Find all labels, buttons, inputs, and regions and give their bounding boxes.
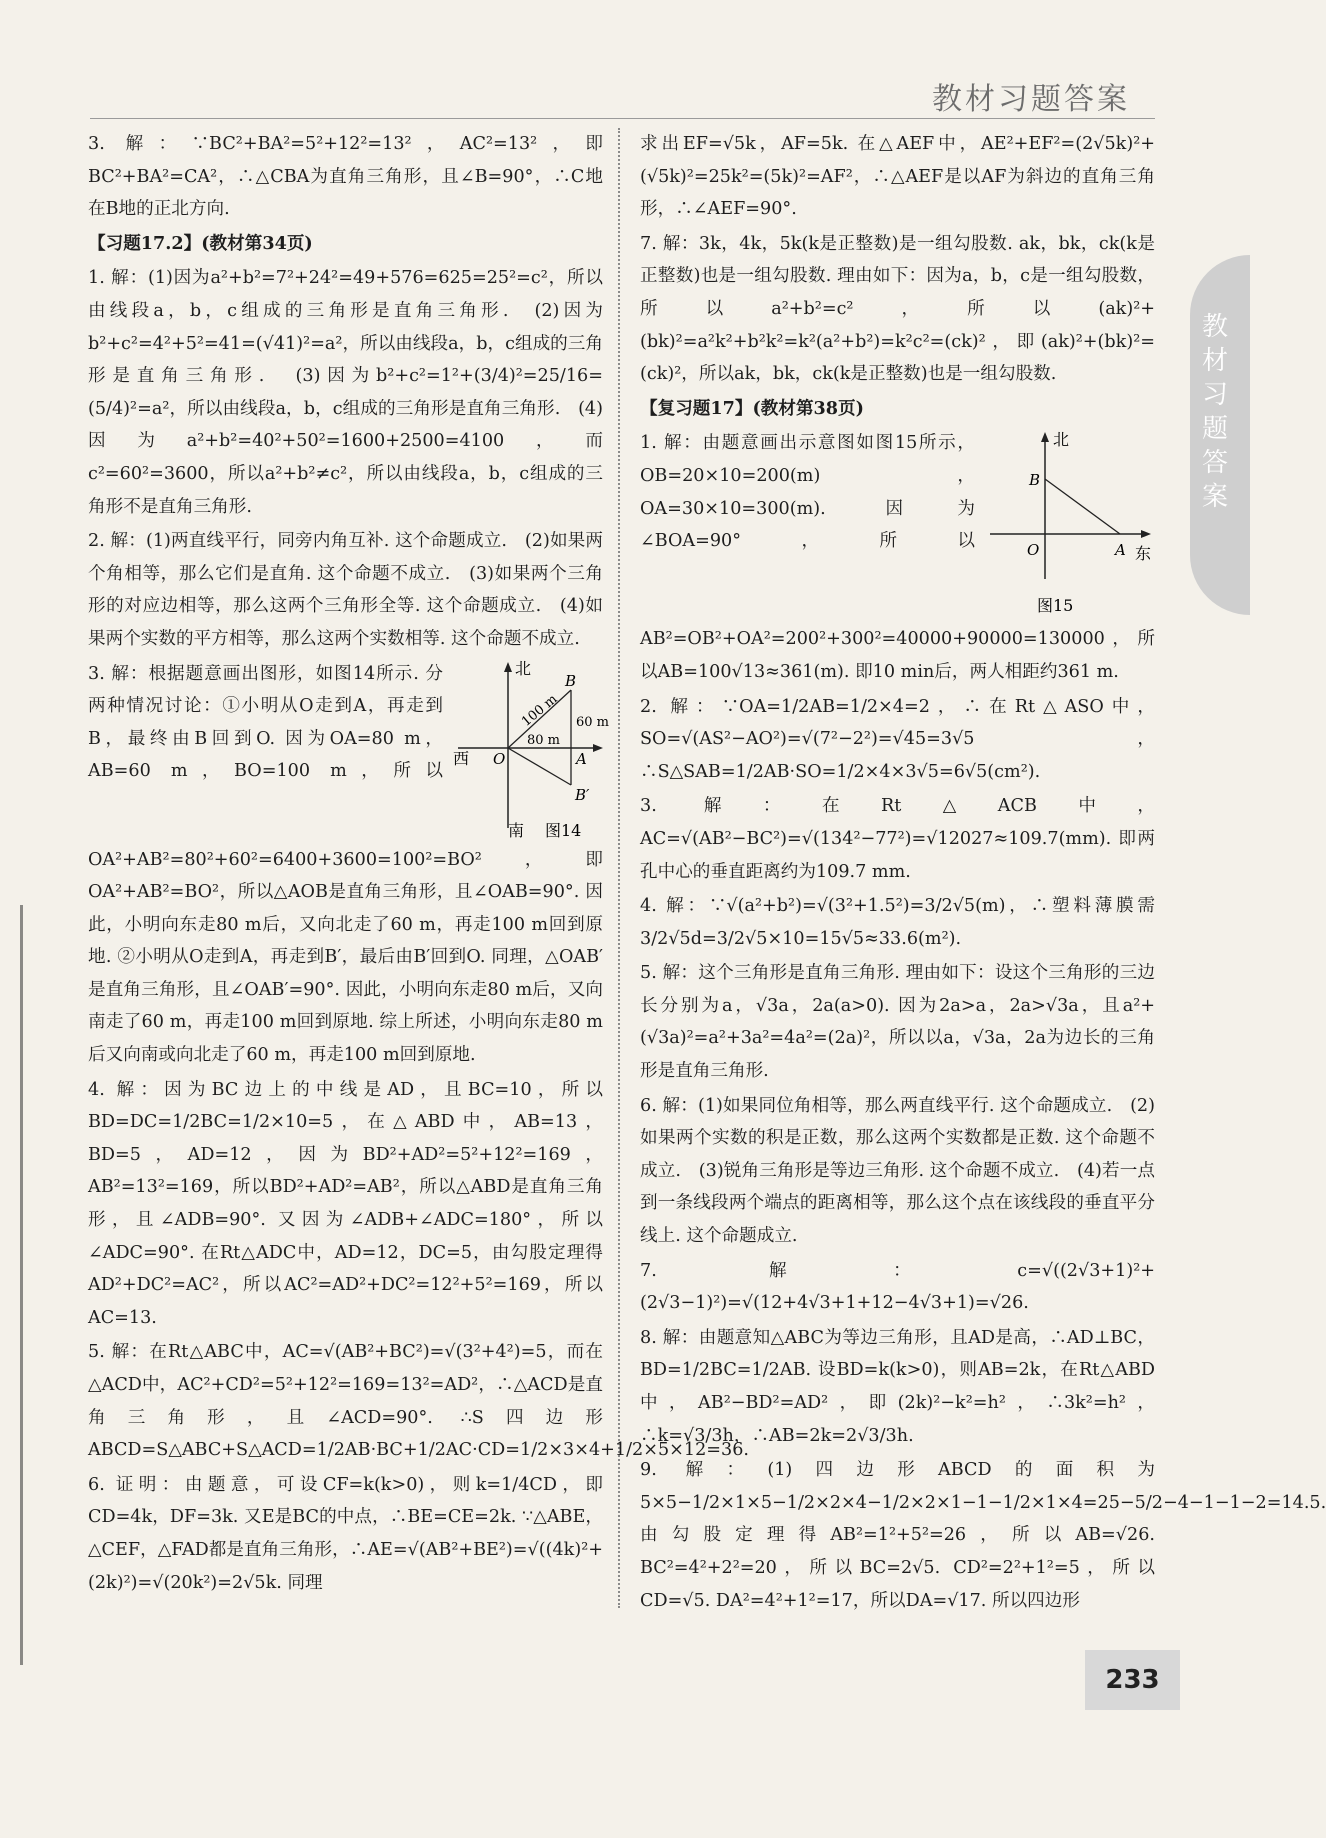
answer-text: 【习题17.2】(教材第34页) [88, 232, 313, 254]
answer-text: 4. 解：∵√(a²+b²)=√(3²+1.5²)=3/2√5(m)，∴塑料薄膜需3/2√5d=3/2√5×10=15√5≈33.6(m²). [640, 896, 1155, 949]
fig14-south: 南 [508, 820, 525, 840]
answer-paragraph [640, 790, 1155, 888]
answer-text: 5. 解：在Rt△ABC中，AC=√(AB²+BC²)=√(3²+4²)=5，而在△ACD中，AC²+CD²=5²+12²=169=13²=AD²，∴△ACD是直角三角形，且∠ACD=90°. ∴S四边形ABCD=S△ABC+S△ACD=1/2AB·BC+1/2AC·CD=1/2×3×4+1/2×5×12=36. [88, 1342, 750, 1461]
fig14-oa-label: 80 m [527, 732, 561, 748]
answer-paragraph [640, 1090, 1155, 1253]
section-heading [640, 393, 1155, 426]
answer-text: 1. 解：由题意画出示意图如图15所示，OB=20×10=200(m)，OA=30×10=300(m). 因为∠BOA=90°，所以AB²=OB²+OA²=200²+300²=40000+90000=130000，所以AB=100√13≈361(m). 即10 min后，两人相距约361 m. [640, 433, 1155, 682]
column-divider [618, 128, 620, 1608]
fig14-a: A [576, 749, 587, 768]
header-rule [90, 118, 1155, 119]
section-heading [88, 228, 603, 261]
answer-paragraph [640, 427, 1155, 688]
answer-text: 3. 解：根据题意画出图形，如图14所示. 分两种情况讨论：①小明从O走到A，再走到B，最终由B回到O. 因为OA=80 m，AB=60 m，BO=100 m，所以OA²+AB²=80²+60²=6400+3600=100²=BO²，即OA²+AB²=BO²，所以△AOB是直角三角形，且∠OAB=90°. 因此，小明向东走80 m后，又向北走了60 m，再走100 m回到原地. ②小明从O走到A，再走到B′，最后由B′回到O. 同理，△OAB′是直角三角形，且∠OAB′=90°. 因此，小明向东走80 m后，又向南走了60 m，再走100 m回到原地. 综上所述，小明向东走80 m后又向南或向北走了60 m，再走100 m回到原地. [88, 663, 603, 1066]
answer-text: 7. 解：3k，4k，5k(k是正整数)是一组勾股数. ak，bk，ck(k是正整数)也是一组勾股数. 理由如下：因为a，b，c是一组勾股数，所以a²+b²=c²，所以(ak)²+(bk)²=a²k²+b²k²=k²(a²+b²)=k²c²=(ck)²，即(ak)²+(bk)²=(ck)²，所以ak，bk，ck(k是正整数)也是一组勾股数. [640, 233, 1155, 385]
fig14-o: O [493, 749, 506, 768]
answer-text: 【复习题17】(教材第38页) [640, 397, 864, 419]
fig14-ob-label: 100 m [519, 691, 561, 730]
answer-paragraph [640, 1255, 1155, 1320]
page-header-title: 教材习题答案 [932, 82, 1130, 117]
answer-text: 3. 解：在Rt△ACB中，AC=√(AB²−BC²)=√(134²−77²)=√12027≈109.7(mm). 即两孔中心的垂直距离约为109.7 mm. [640, 796, 1155, 882]
answer-paragraph [640, 128, 1155, 226]
scan-edge-mark [20, 905, 23, 1665]
side-tab-label: 教材习题答案 [1202, 312, 1229, 512]
answer-paragraph [88, 1469, 603, 1599]
answer-text: 3. 解：∵BC²+BA²=5²+12²=13²，AC²=13²，即BC²+BA²=CA²，∴△CBA为直角三角形，且∠B=90°，∴C地在B地的正北方向. [88, 134, 603, 220]
answer-paragraph [640, 1454, 1326, 1617]
answer-paragraph [640, 890, 1155, 955]
answer-paragraph [88, 128, 603, 226]
answer-paragraph [640, 957, 1155, 1087]
side-tab [1190, 255, 1250, 615]
left-column [88, 128, 750, 1601]
fig14-ab-label: 60 m [576, 714, 610, 730]
fig14-caption: 图14 [545, 820, 582, 840]
fig14-west: 西 [453, 748, 470, 768]
figure-14 [453, 658, 610, 840]
answer-paragraph [640, 228, 1155, 391]
answer-text: 9. 解：(1)四边形ABCD的面积为5×5−1/2×1×5−1/2×2×4−1/2×2×1−1−1/2×1×4=25−5/2−4−1−1−2=14.5. 由勾股定理得AB²=1²+5²=26，所以AB=√26. BC²=4²+2²=20，所以BC=2√5. CD²=2²+1²=5，所以CD=√5. DA²=4²+1²=17，所以DA=√17. 所以四边形 [640, 1460, 1326, 1611]
fig15-north: 北 [1053, 430, 1070, 450]
answer-paragraph [640, 1322, 1155, 1452]
answer-text: 2. 解：(1)两直线平行，同旁内角互补. 这个命题成立. (2)如果两个角相等，那么它们是直角. 这个命题不成立. (3)如果两个三角形的对应边相等，那么这两个三角形全等. 这个命题成立. (4)如果两个实数的平方相等，那么这两个实数相等. 这个命题不成立. [88, 531, 603, 649]
answer-text: 5. 解：这个三角形是直角三角形. 理由如下：设这个三角形的三边长分别为a，√3a，2a(a>0). 因为2a>a，2a>√3a，且a²+(√3a)²=a²+3a²=4a²=(2a)²，所以以a，√3a，2a为边长的三角形是直角三角形. [640, 963, 1155, 1082]
answer-text: 8. 解：由题意知△ABC为等边三角形，且AD是高，∴AD⊥BC，BD=1/2BC=1/2AB. 设BD=k(k>0)，则AB=2k，在Rt△ABD中，AB²−BD²=AD²，即(2k)²−k²=h²，∴3k²=h²，∴k=√3/3h，∴AB=2k=2√3/3h. [640, 1327, 1155, 1446]
answer-text: 1. 解：(1)因为a²+b²=7²+24²=49+576=625=25²=c²，所以由线段a，b，c组成的三角形是直角三角形. (2)因为b²+c²=4²+5²=41=(√41)²=a²，所以由线段a，b，c组成的三角形是直角三角形. (3)因为b²+c²=1²+(3/4)²=25/16=(5/4)²=a²，所以由线段a，b，c组成的三角形是直角三角形. (4)因为a²+b²=40²+50²=1600+2500=4100，而c²=60²=3600，所以a²+b²≠c²，所以由线段a，b，c组成的三角形不是直角三角形. [88, 268, 603, 517]
fig15-east: 东 [1135, 544, 1152, 564]
answer-paragraph [88, 262, 603, 523]
answer-text: 求出EF=√5k，AF=5k. 在△AEF中，AE²+EF²=(2√5k)²+(√5k)²=25k²=(5k)²=AF²，∴△AEF是以AF为斜边的直角三角形，∴∠AEF=90°. [640, 134, 1155, 220]
page-number: 233 [1085, 1650, 1180, 1710]
answer-text: 4. 解：因为BC边上的中线是AD，且BC=10，所以BD=DC=1/2BC=1/2×10=5，在△ABD中，AB=13，BD=5，AD=12，因为BD²+AD²=5²+12²=169，AB²=13²=169，所以BD²+AD²=AB²，所以△ABD是直角三角形，且∠ADB=90°. 又因为∠ADB+∠ADC=180°，所以∠ADC=90°. 在Rt△ADC中，AD=12，DC=5，由勾股定理得AD²+DC²=AC²，所以AC²=AD²+DC²=12²+5²=169，所以AC=13. [88, 1079, 603, 1328]
answer-paragraph [88, 1336, 750, 1466]
answer-text: 7. 解：c=√((2√3+1)²+(2√3−1)²)=√(12+4√3+1+12−4√3+1)=√26. [640, 1260, 1155, 1314]
answer-paragraph [640, 691, 1155, 789]
answer-paragraph [88, 525, 603, 655]
answer-text: 6. 证明：由题意，可设CF=k(k>0)，则k=1/4CD，即CD=4k，DF=3k. 又E是BC的中点，∴BE=CE=2k. ∵△ABE，△CEF，△FAD都是直角三角形，∴AE=√(AB²+BE²)=√((4k)²+(2k)²)=√(20k²)=2√5k. 同理 [88, 1474, 603, 1593]
fig14-bprime: B′ [575, 785, 590, 804]
answer-paragraph [88, 658, 610, 1072]
answer-text: 2. 解：∵OA=1/2AB=1/2×4=2，∴在Rt△ASO中，SO=√(AS²−AO²)=√(7²−2²)=√45=3√5，∴S△SAB=1/2AB·SO=1/2×4×3√5=6√5(cm²). [640, 696, 1155, 782]
answer-paragraph [88, 1074, 603, 1335]
fig14-north: 北 [515, 658, 532, 678]
figure-15 [985, 429, 1155, 619]
fig15-caption: 图15 [1037, 596, 1074, 616]
fig15-a: A [1115, 541, 1126, 560]
fig15-b: B [1029, 471, 1041, 490]
fig15-o: O [1027, 541, 1040, 560]
fig14-b: B [565, 671, 577, 690]
answer-text: 6. 解：(1)如果同位角相等，那么两直线平行. 这个命题成立. (2)如果两个实数的积是正数，那么这两个实数都是正数. 这个命题不成立. (3)锐角三角形是等边三角形. 这个命题不成立. (4)若一点到一条线段两个端点的距离相等，那么这个点在该线段的垂直平分线上. 这个命题成立. [640, 1095, 1155, 1247]
